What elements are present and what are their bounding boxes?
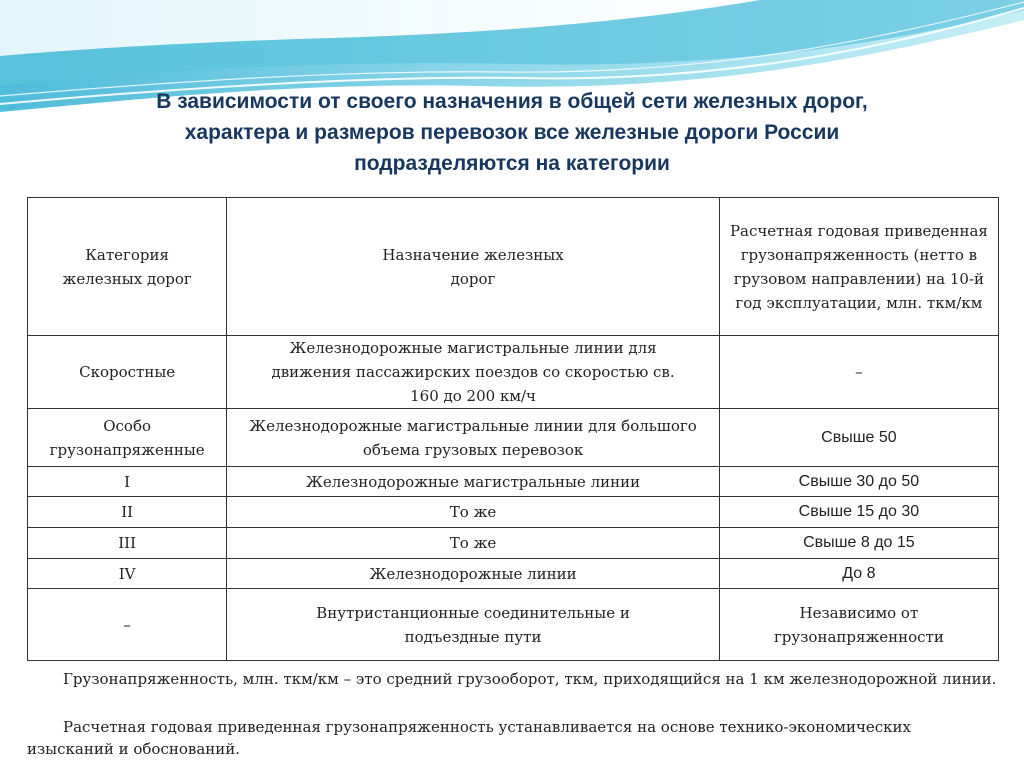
- cell-purpose: То же: [227, 497, 720, 528]
- cell-density: –: [719, 336, 998, 409]
- table-header-row: [28, 198, 999, 336]
- cell-density: Свыше 8 до 15: [719, 528, 998, 559]
- cell-density: Свыше 50: [719, 409, 998, 467]
- cell-category: II: [28, 497, 227, 528]
- slide-title: [40, 86, 984, 179]
- title-line: В зависимости от своего назначения в общей сети железных дорог,: [156, 90, 868, 113]
- title-line: подразделяются на категории: [354, 152, 670, 175]
- title-line: характера и размеров перевозок все железные дороги России: [184, 121, 840, 144]
- table-row: [28, 528, 999, 559]
- cell-density: Свыше 15 до 30: [719, 497, 998, 528]
- header-density: Расчетная годовая приведенная грузонапряженность (нетто в грузовом направлении) на 10-й год эксплуатации, млн. ткм/км: [719, 198, 998, 336]
- cell-purpose: Железнодорожные магистральные линии: [227, 467, 720, 497]
- table-row: [28, 409, 999, 467]
- railway-categories-table: [27, 197, 999, 661]
- note-definition: Грузонапряженность, млн. ткм/км – это средний грузооборот, ткм, приходящийся на 1 км железнодорожной линии.: [63, 670, 997, 688]
- cell-density: До 8: [719, 559, 998, 589]
- cell-purpose: Железнодорожные линии: [227, 559, 720, 589]
- table-row: [28, 467, 999, 497]
- cell-purpose: Железнодорожные магистральные линии для большого объема грузовых перевозок: [227, 409, 720, 467]
- cell-density: Свыше 30 до 50: [719, 467, 998, 497]
- cell-purpose: То же: [227, 528, 720, 559]
- cell-category: Особо грузонапряженные: [28, 409, 227, 467]
- table-row: [28, 497, 999, 528]
- table-row: [28, 559, 999, 589]
- cell-category: I: [28, 467, 227, 497]
- table-row: [28, 336, 999, 409]
- cell-category: Скоростные: [28, 336, 227, 409]
- cell-density: Независимо от грузонапряженности: [719, 589, 998, 661]
- header-purpose: Назначение железных дорог: [227, 198, 720, 336]
- cell-purpose: Внутристанционные соединительные и подъездные пути: [227, 589, 720, 661]
- header-category: Категория железных дорог: [28, 198, 227, 336]
- cell-purpose: Железнодорожные магистральные линии для движения пассажирских поездов со скоростью св. 160 до 200 км/ч: [227, 336, 720, 409]
- table-row: [28, 589, 999, 661]
- note-calculation: Расчетная годовая приведенная грузонапряженность устанавливается на основе технико-экономических изысканий и обоснований.: [27, 718, 911, 758]
- cell-category: III: [28, 528, 227, 559]
- cell-category: –: [28, 589, 227, 661]
- cell-category: IV: [28, 559, 227, 589]
